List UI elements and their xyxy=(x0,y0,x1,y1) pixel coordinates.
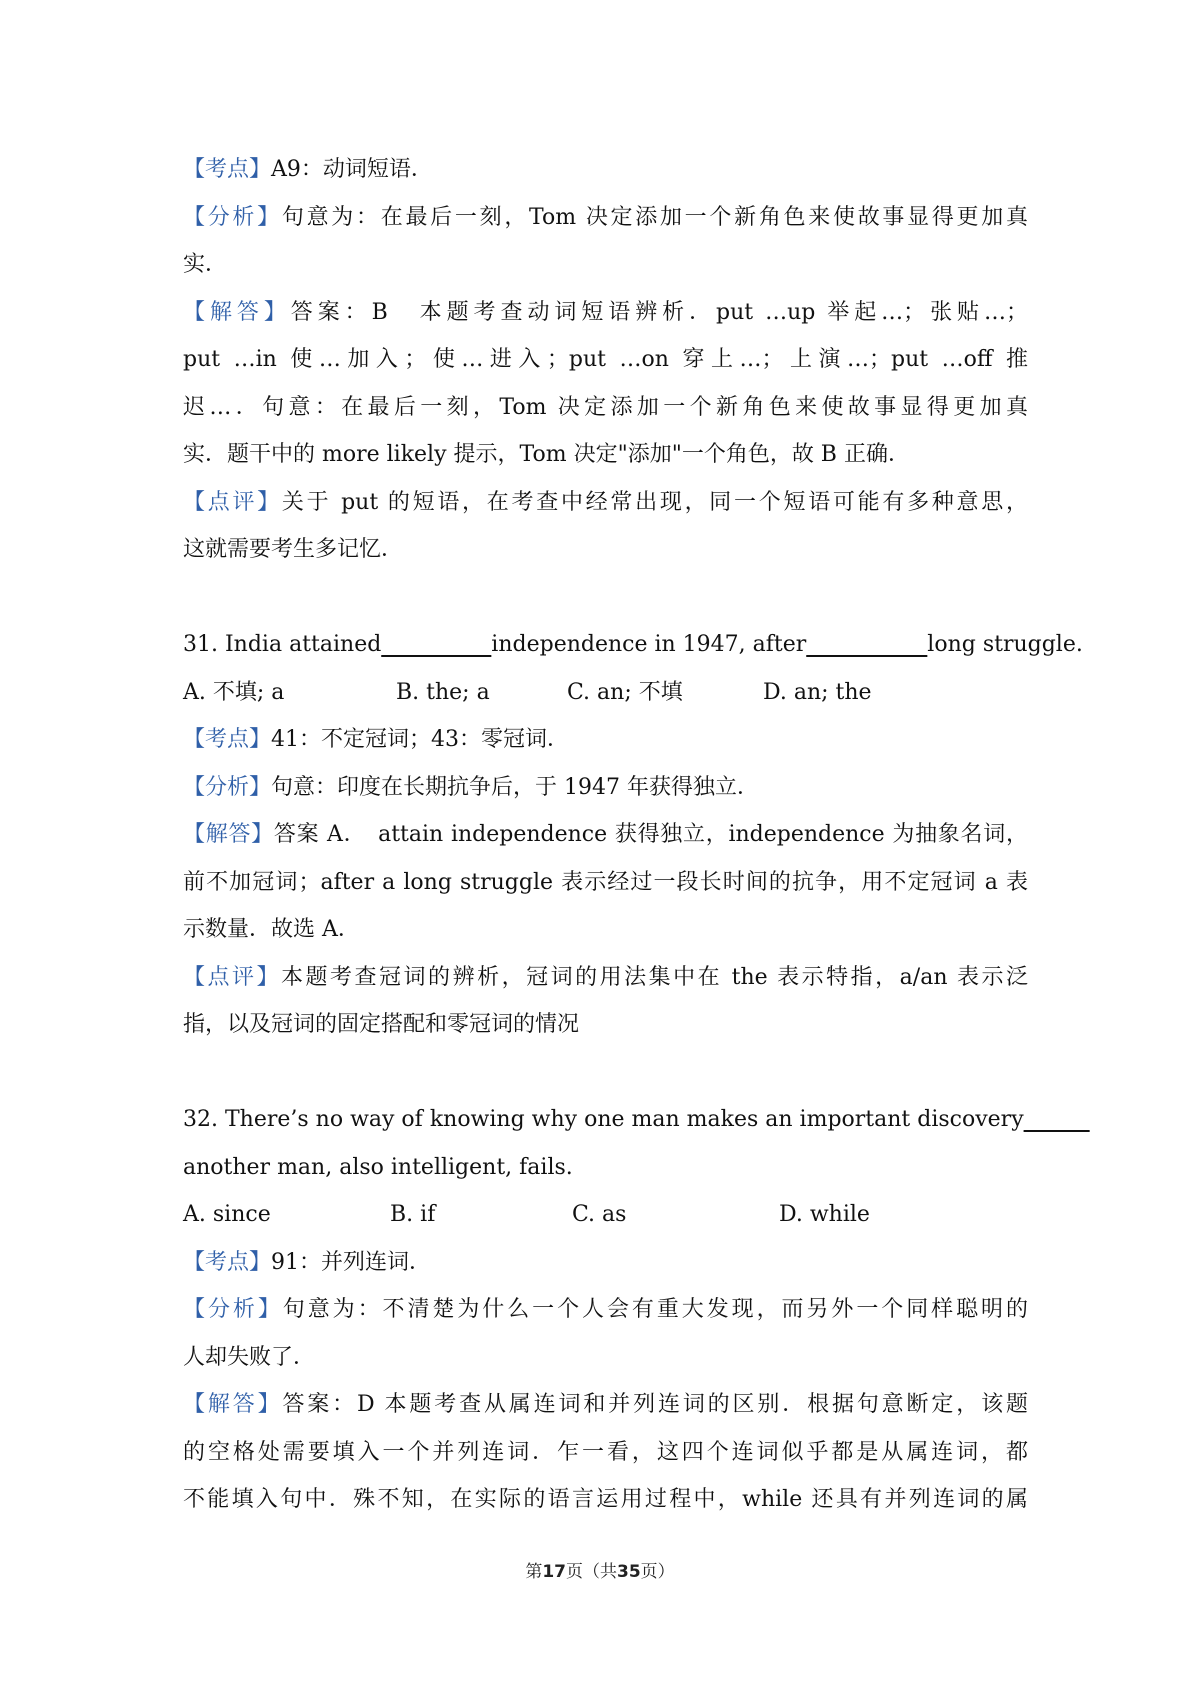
q32-fenxi-text-1: 句意为：不清楚为什么一个人会有重大发现，而另外一个同样聪明的 xyxy=(282,1297,1028,1322)
fenxi-tag: 【分析】 xyxy=(183,1297,283,1322)
jieda-tag: 【解答】 xyxy=(183,1392,283,1417)
q31-option-b: B. the; a xyxy=(396,679,490,705)
q31-dianping-text-1: 本题考查冠词的辨析，冠词的用法集中在 the 表示特指，a/an 表示泛 xyxy=(281,964,1028,990)
q31-stem xyxy=(183,621,1083,669)
q32-stem xyxy=(183,1096,1090,1144)
q31-option-a: A. 不填; a xyxy=(183,679,285,705)
kaodian-tag: 【考点】 xyxy=(183,157,272,182)
q31-jieda-text-3: 示数量．故选 A． xyxy=(183,917,360,942)
q31-dianping-text-2: 指，以及冠词的固定搭配和零冠词的情况 xyxy=(183,1012,580,1037)
q31-dianping xyxy=(183,954,1028,1002)
fenxi-tag: 【分析】 xyxy=(183,774,272,800)
q30-dianping xyxy=(183,479,1028,527)
q31-blank-2: ___________ xyxy=(806,632,928,657)
q31-options xyxy=(183,669,1028,717)
footer-prefix: 第 xyxy=(525,1562,543,1582)
q32-fenxi-cont xyxy=(183,1334,1028,1382)
fenxi-tag: 【分析】 xyxy=(183,204,282,230)
q31-blank-1: __________ xyxy=(381,632,492,657)
q31-jieda-line-2 xyxy=(183,859,1028,907)
q31-fenxi-text: 句意：印度在长期抗争后，于 1947 年获得独立． xyxy=(271,774,759,800)
q32-fenxi-text-2: 人却失败了． xyxy=(183,1344,316,1370)
jieda-tag: 【解答】 xyxy=(183,822,274,847)
q32-jieda-line-3 xyxy=(183,1476,1028,1524)
q30-fenxi-cont xyxy=(183,241,1028,289)
q30-jieda-line-3 xyxy=(183,384,1028,432)
jieda-tag: 【解答】 xyxy=(183,299,291,325)
q31-stem-c: long struggle. xyxy=(927,632,1083,657)
q31-option-d: D. an; the xyxy=(763,679,872,705)
q30-jieda-line-2 xyxy=(183,336,1028,384)
q30-jieda-line-4 xyxy=(183,431,1028,479)
q32-option-c: C. as xyxy=(572,1202,627,1227)
q32-fenxi xyxy=(183,1286,1028,1334)
footer-middle: 页（共 xyxy=(566,1562,617,1582)
q32-option-a: A. since xyxy=(183,1202,271,1227)
q31-option-c: C. an; 不填 xyxy=(567,679,683,705)
q30-jieda xyxy=(183,289,1028,337)
q32-blank: ______ xyxy=(1023,1107,1090,1132)
q32-option-b: B. if xyxy=(390,1202,436,1227)
q32-options xyxy=(183,1191,1028,1239)
q30-kaodian-text: A9：动词短语． xyxy=(271,157,433,182)
q30-jieda-text-2: put …in 使…加入；使…进入；put …on 穿上…；上演…；put …off 推 xyxy=(183,347,1028,372)
spacer xyxy=(183,574,1028,622)
q32-stem-line-1: 32. There’s no way of knowing why one man makes an important discovery xyxy=(183,1107,1024,1132)
q32-jieda-line-2 xyxy=(183,1429,1028,1477)
footer-total-pages: 35 xyxy=(617,1562,641,1582)
spacer xyxy=(183,1049,1028,1097)
q31-fenxi xyxy=(183,764,1028,812)
q32-stem-cont xyxy=(183,1144,1028,1192)
q31-jieda xyxy=(183,811,1028,859)
q31-kaodian-text: 41：不定冠词；43：零冠词． xyxy=(271,727,570,752)
q32-kaodian xyxy=(183,1239,1028,1287)
q30-dianping-line-2 xyxy=(183,526,1028,574)
dianping-tag: 【点评】 xyxy=(183,964,282,990)
q30-jieda-text-1: 答案：B 本题考查动词短语辨析．put …up 举起…；张贴…； xyxy=(290,299,1028,325)
dianping-tag: 【点评】 xyxy=(183,489,282,515)
kaodian-tag: 【考点】 xyxy=(183,1249,272,1275)
q30-dianping-text-2: 这就需要考生多记忆． xyxy=(183,537,404,562)
q32-jieda xyxy=(183,1381,1028,1429)
q30-jieda-text-3: 迟…．句意：在最后一刻，Tom 决定添加一个新角色来使故事显得更加真 xyxy=(183,394,1028,420)
q31-jieda-line-3 xyxy=(183,906,1028,954)
q30-dianping-text-1: 关于 put 的短语，在考查中经常出现，同一个短语可能有多种意思， xyxy=(281,489,1028,515)
q32-stem-line-2: another man, also intelligent, fails. xyxy=(183,1154,573,1180)
page-footer xyxy=(0,1557,1200,1582)
kaodian-tag: 【考点】 xyxy=(183,727,272,752)
q30-fenxi xyxy=(183,194,1028,242)
q32-kaodian-text: 91：并列连词． xyxy=(271,1249,432,1275)
q30-kaodian xyxy=(183,146,1028,194)
q32-option-d: D. while xyxy=(779,1202,870,1227)
q30-jieda-text-4: 实．题干中的 more likely 提示，Tom 决定"添加"一个角色，故 B 正确． xyxy=(183,442,910,467)
q31-jieda-text-1: 答案 A． attain independence 获得独立，independence 为抽象名词， xyxy=(273,822,1028,847)
q30-fenxi-text-2: 实． xyxy=(183,252,228,277)
q31-dianping-line-2 xyxy=(183,1001,1028,1049)
q32-jieda-text-3: 不能填入句中．殊不知，在实际的语言运用过程中，while 还具有并列连词的属 xyxy=(183,1487,1028,1512)
page-content xyxy=(183,146,1090,1524)
footer-page-number: 17 xyxy=(542,1562,566,1582)
q31-jieda-text-2: 前不加冠词；after a long struggle 表示经过一段长时间的抗争，用不定冠词 a 表 xyxy=(183,869,1028,895)
q32-jieda-text-1: 答案：D 本题考查从属连词和并列连词的区别．根据句意断定，该题 xyxy=(282,1392,1028,1417)
q31-stem-a: 31. India attained xyxy=(183,632,382,657)
q31-stem-b: independence in 1947, after xyxy=(491,632,807,657)
footer-suffix: 页） xyxy=(640,1562,675,1582)
q31-kaodian xyxy=(183,716,1028,764)
q30-fenxi-text-1: 句意为：在最后一刻，Tom 决定添加一个新角色来使故事显得更加真 xyxy=(281,204,1028,230)
q32-jieda-text-2: 的空格处需要填入一个并列连词．乍一看，这四个连词似乎都是从属连词，都 xyxy=(183,1439,1028,1465)
